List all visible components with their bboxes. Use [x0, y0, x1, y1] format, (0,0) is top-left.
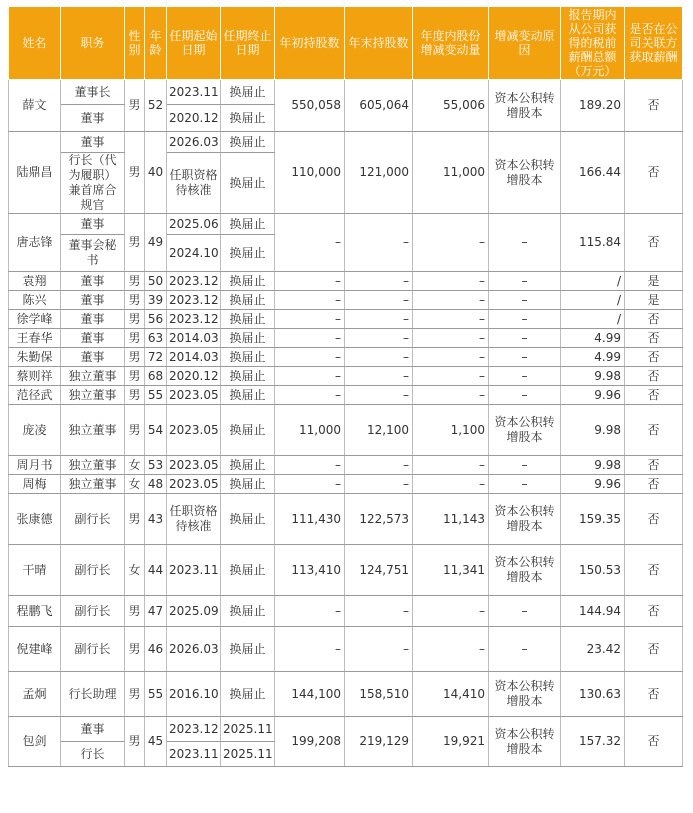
term-end: 换届止 [221, 475, 275, 494]
term-end: 换届止 [221, 494, 275, 545]
change-reason: – [489, 310, 561, 329]
age: 46 [145, 627, 167, 672]
term-end: 换届止 [221, 367, 275, 386]
term-end: 换届止 [221, 456, 275, 475]
related-party: 否 [625, 367, 683, 386]
gender: 女 [125, 475, 145, 494]
header-position: 职务 [61, 7, 125, 80]
shares-begin: 113,410 [275, 545, 345, 596]
position-title: 独立董事 [61, 367, 125, 386]
gender: 男 [125, 627, 145, 672]
shares-end: 122,573 [345, 494, 413, 545]
position-title: 董事 [61, 132, 125, 153]
related-party: 否 [625, 717, 683, 767]
position-title: 董事 [61, 214, 125, 235]
term-end: 换届止 [221, 329, 275, 348]
term-end: 2025.11 [221, 717, 275, 742]
term-start: 2025.09 [167, 596, 221, 627]
shares-change: – [413, 214, 489, 272]
table-row [9, 475, 683, 494]
shares-end: – [345, 367, 413, 386]
term-end: 换届止 [221, 386, 275, 405]
director-compensation-table [8, 6, 683, 767]
shares-end: – [345, 456, 413, 475]
table-row [9, 494, 683, 545]
pay: 9.98 [561, 367, 625, 386]
related-party: 否 [625, 494, 683, 545]
shares-end: – [345, 310, 413, 329]
term-start: 任职资格待核准 [167, 153, 221, 214]
shares-end: 12,100 [345, 405, 413, 456]
term-end: 换届止 [221, 596, 275, 627]
person-name: 陆鼎昌 [9, 132, 61, 214]
shares-change: 19,921 [413, 717, 489, 767]
term-start: 2023.12 [167, 310, 221, 329]
gender: 男 [125, 348, 145, 367]
pay: 4.99 [561, 348, 625, 367]
related-party: 否 [625, 475, 683, 494]
term-end: 换届止 [221, 627, 275, 672]
gender: 男 [125, 672, 145, 717]
term-end: 换届止 [221, 235, 275, 272]
change-reason: – [489, 291, 561, 310]
position-title: 董事会秘书 [61, 235, 125, 272]
pay: 4.99 [561, 329, 625, 348]
term-end: 换届止 [221, 405, 275, 456]
position-title: 独立董事 [61, 386, 125, 405]
related-party: 否 [625, 310, 683, 329]
shares-end: – [345, 214, 413, 272]
age: 56 [145, 310, 167, 329]
change-reason: – [489, 596, 561, 627]
term-end: 换届止 [221, 291, 275, 310]
term-start: 2023.11 [167, 545, 221, 596]
shares-change: – [413, 596, 489, 627]
gender: 男 [125, 291, 145, 310]
shares-begin: 144,100 [275, 672, 345, 717]
shares-change: – [413, 272, 489, 291]
related-party: 否 [625, 596, 683, 627]
age: 53 [145, 456, 167, 475]
table-row [9, 329, 683, 348]
shares-change: 11,143 [413, 494, 489, 545]
term-end: 2025.11 [221, 742, 275, 767]
position-title: 董事 [61, 329, 125, 348]
table-row [9, 80, 683, 105]
term-start: 2023.12 [167, 291, 221, 310]
pay: 150.53 [561, 545, 625, 596]
related-party: 否 [625, 386, 683, 405]
gender: 男 [125, 80, 145, 132]
change-reason: 资本公积转增股本 [489, 132, 561, 214]
term-end: 换届止 [221, 214, 275, 235]
term-start: 2020.12 [167, 367, 221, 386]
position-title: 副行长 [61, 596, 125, 627]
related-party: 否 [625, 627, 683, 672]
gender: 男 [125, 596, 145, 627]
term-start: 2014.03 [167, 329, 221, 348]
age: 68 [145, 367, 167, 386]
related-party: 否 [625, 214, 683, 272]
table-row [9, 456, 683, 475]
position-title: 行长助理 [61, 672, 125, 717]
person-name: 周月书 [9, 456, 61, 475]
shares-end: – [345, 272, 413, 291]
pay: 166.44 [561, 132, 625, 214]
pay: / [561, 310, 625, 329]
shares-begin: – [275, 272, 345, 291]
gender: 男 [125, 367, 145, 386]
pay: / [561, 291, 625, 310]
related-party: 否 [625, 545, 683, 596]
shares-begin: 111,430 [275, 494, 345, 545]
age: 39 [145, 291, 167, 310]
position-title: 董事 [61, 272, 125, 291]
person-name: 程鹏飞 [9, 596, 61, 627]
shares-change: – [413, 310, 489, 329]
pay: 115.84 [561, 214, 625, 272]
age: 55 [145, 386, 167, 405]
gender: 男 [125, 132, 145, 214]
shares-begin: 110,000 [275, 132, 345, 214]
position-title: 行长 [61, 742, 125, 767]
related-party: 否 [625, 329, 683, 348]
term-start: 2016.10 [167, 672, 221, 717]
position-title: 副行长 [61, 627, 125, 672]
pay: 130.63 [561, 672, 625, 717]
shares-change: – [413, 367, 489, 386]
pay: 157.32 [561, 717, 625, 767]
related-party: 否 [625, 405, 683, 456]
age: 44 [145, 545, 167, 596]
term-end: 换届止 [221, 132, 275, 153]
term-start: 2023.05 [167, 386, 221, 405]
person-name: 孟炯 [9, 672, 61, 717]
table-row [9, 672, 683, 717]
term-start: 2023.11 [167, 742, 221, 767]
shares-end: – [345, 386, 413, 405]
change-reason: – [489, 627, 561, 672]
table-row [9, 214, 683, 235]
header-related-party: 是否在公司关联方获取薪酬 [625, 7, 683, 80]
shares-begin: 199,208 [275, 717, 345, 767]
person-name: 唐志锋 [9, 214, 61, 272]
table-row [9, 132, 683, 153]
related-party: 否 [625, 132, 683, 214]
person-name: 周梅 [9, 475, 61, 494]
table-row [9, 545, 683, 596]
pay: 9.96 [561, 386, 625, 405]
term-start: 2023.05 [167, 456, 221, 475]
person-name: 陈兴 [9, 291, 61, 310]
gender: 女 [125, 545, 145, 596]
person-name: 蔡则祥 [9, 367, 61, 386]
pay: 189.20 [561, 80, 625, 132]
term-start: 2024.10 [167, 235, 221, 272]
shares-change: – [413, 627, 489, 672]
gender: 男 [125, 494, 145, 545]
related-party: 否 [625, 80, 683, 132]
shares-change: – [413, 386, 489, 405]
term-end: 换届止 [221, 545, 275, 596]
table-row [9, 386, 683, 405]
pay: 9.98 [561, 405, 625, 456]
age: 48 [145, 475, 167, 494]
person-name: 干晴 [9, 545, 61, 596]
term-start: 2026.03 [167, 132, 221, 153]
change-reason: – [489, 348, 561, 367]
shares-end: – [345, 329, 413, 348]
header-shares-begin: 年初持股数 [275, 7, 345, 80]
person-name: 倪建峰 [9, 627, 61, 672]
related-party: 否 [625, 672, 683, 717]
shares-end: – [345, 348, 413, 367]
change-reason: 资本公积转增股本 [489, 545, 561, 596]
person-name: 徐学峰 [9, 310, 61, 329]
term-end: 换届止 [221, 105, 275, 132]
term-start: 2026.03 [167, 627, 221, 672]
term-start: 2023.12 [167, 272, 221, 291]
person-name: 庞凌 [9, 405, 61, 456]
change-reason: – [489, 475, 561, 494]
term-end: 换届止 [221, 80, 275, 105]
shares-begin: – [275, 291, 345, 310]
shares-change: – [413, 291, 489, 310]
position-title: 董事 [61, 310, 125, 329]
person-name: 范径武 [9, 386, 61, 405]
change-reason: – [489, 329, 561, 348]
header-name: 姓名 [9, 7, 61, 80]
gender: 男 [125, 386, 145, 405]
age: 49 [145, 214, 167, 272]
change-reason: 资本公积转增股本 [489, 80, 561, 132]
shares-begin: – [275, 348, 345, 367]
term-start: 2023.12 [167, 717, 221, 742]
shares-begin: – [275, 310, 345, 329]
shares-end: – [345, 627, 413, 672]
gender: 男 [125, 405, 145, 456]
person-name: 薛文 [9, 80, 61, 132]
pay: 9.98 [561, 456, 625, 475]
table-row [9, 405, 683, 456]
shares-change: – [413, 329, 489, 348]
age: 40 [145, 132, 167, 214]
position-title: 董事 [61, 717, 125, 742]
shares-begin: – [275, 596, 345, 627]
term-end: 换届止 [221, 348, 275, 367]
table-row [9, 367, 683, 386]
term-end: 换届止 [221, 153, 275, 214]
shares-change: – [413, 456, 489, 475]
table-row [9, 596, 683, 627]
term-start: 2023.05 [167, 405, 221, 456]
gender: 女 [125, 456, 145, 475]
person-name: 包剑 [9, 717, 61, 767]
pay: 159.35 [561, 494, 625, 545]
change-reason: 资本公积转增股本 [489, 672, 561, 717]
shares-change: 1,100 [413, 405, 489, 456]
table-row [9, 291, 683, 310]
age: 52 [145, 80, 167, 132]
person-name: 袁翔 [9, 272, 61, 291]
pay: 23.42 [561, 627, 625, 672]
term-start: 2023.05 [167, 475, 221, 494]
change-reason: 资本公积转增股本 [489, 717, 561, 767]
person-name: 王春华 [9, 329, 61, 348]
shares-end: – [345, 291, 413, 310]
shares-end: 219,129 [345, 717, 413, 767]
shares-end: 605,064 [345, 80, 413, 132]
header-change-reason: 增减变动原因 [489, 7, 561, 80]
shares-change: – [413, 475, 489, 494]
related-party: 否 [625, 348, 683, 367]
gender: 男 [125, 310, 145, 329]
term-start: 任职资格待核准 [167, 494, 221, 545]
table-row [9, 310, 683, 329]
related-party: 是 [625, 291, 683, 310]
term-start: 2025.06 [167, 214, 221, 235]
age: 72 [145, 348, 167, 367]
term-start: 2014.03 [167, 348, 221, 367]
person-name: 张康德 [9, 494, 61, 545]
header-gender: 性别 [125, 7, 145, 80]
shares-begin: – [275, 329, 345, 348]
shares-end: 121,000 [345, 132, 413, 214]
shares-end: 158,510 [345, 672, 413, 717]
table-row [9, 717, 683, 742]
header-age: 年龄 [145, 7, 167, 80]
change-reason: 资本公积转增股本 [489, 494, 561, 545]
person-name: 朱勤保 [9, 348, 61, 367]
position-title: 董事 [61, 348, 125, 367]
age: 63 [145, 329, 167, 348]
related-party: 是 [625, 272, 683, 291]
shares-end: – [345, 475, 413, 494]
header-shares-change: 年度内股份增减变动量 [413, 7, 489, 80]
shares-begin: – [275, 475, 345, 494]
pay: 144.94 [561, 596, 625, 627]
gender: 男 [125, 214, 145, 272]
term-end: 换届止 [221, 672, 275, 717]
shares-change: 55,006 [413, 80, 489, 132]
age: 45 [145, 717, 167, 767]
shares-begin: 550,058 [275, 80, 345, 132]
shares-change: 14,410 [413, 672, 489, 717]
position-title: 独立董事 [61, 475, 125, 494]
header-shares-end: 年末持股数 [345, 7, 413, 80]
shares-change: 11,341 [413, 545, 489, 596]
age: 50 [145, 272, 167, 291]
position-title: 独立董事 [61, 405, 125, 456]
pay: / [561, 272, 625, 291]
table-row [9, 627, 683, 672]
change-reason: 资本公积转增股本 [489, 405, 561, 456]
term-start: 2020.12 [167, 105, 221, 132]
shares-change: 11,000 [413, 132, 489, 214]
shares-begin: – [275, 386, 345, 405]
age: 55 [145, 672, 167, 717]
term-end: 换届止 [221, 272, 275, 291]
shares-begin: – [275, 627, 345, 672]
table-row [9, 272, 683, 291]
change-reason: – [489, 456, 561, 475]
header-row [9, 7, 683, 80]
shares-end: – [345, 596, 413, 627]
position-title: 独立董事 [61, 456, 125, 475]
position-title: 董事长 [61, 80, 125, 105]
shares-change: – [413, 348, 489, 367]
gender: 男 [125, 717, 145, 767]
shares-begin: – [275, 214, 345, 272]
change-reason: – [489, 367, 561, 386]
pay: 9.96 [561, 475, 625, 494]
position-title: 行长（代为履职）兼首席合规官 [61, 153, 125, 214]
term-start: 2023.11 [167, 80, 221, 105]
gender: 男 [125, 329, 145, 348]
related-party: 否 [625, 456, 683, 475]
change-reason: – [489, 214, 561, 272]
age: 47 [145, 596, 167, 627]
header-term-end: 任期终止日期 [221, 7, 275, 80]
shares-end: 124,751 [345, 545, 413, 596]
shares-begin: 11,000 [275, 405, 345, 456]
shares-begin: – [275, 367, 345, 386]
header-pay: 报告期内从公司获得的税前薪酬总额（万元） [561, 7, 625, 80]
header-term-start: 任期起始日期 [167, 7, 221, 80]
age: 54 [145, 405, 167, 456]
position-title: 副行长 [61, 545, 125, 596]
shares-begin: – [275, 456, 345, 475]
position-title: 董事 [61, 105, 125, 132]
age: 43 [145, 494, 167, 545]
gender: 男 [125, 272, 145, 291]
change-reason: – [489, 272, 561, 291]
position-title: 董事 [61, 291, 125, 310]
change-reason: – [489, 386, 561, 405]
term-end: 换届止 [221, 310, 275, 329]
position-title: 副行长 [61, 494, 125, 545]
table-row [9, 348, 683, 367]
